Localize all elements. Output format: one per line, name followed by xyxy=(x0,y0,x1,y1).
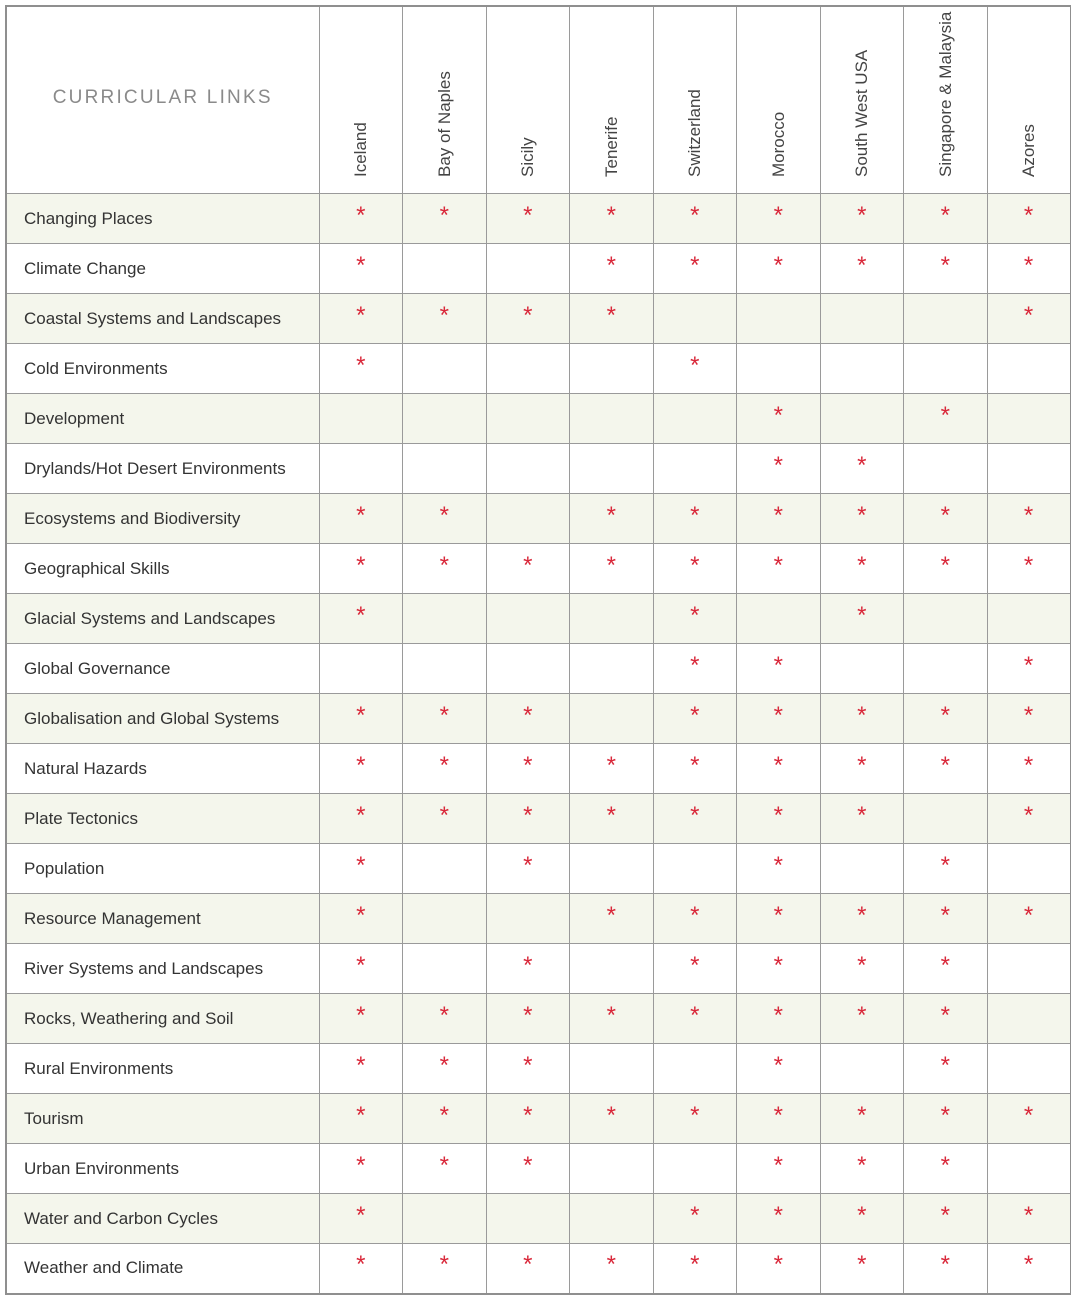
asterisk-mark: * xyxy=(987,1244,1071,1294)
asterisk-mark: * xyxy=(904,194,988,244)
asterisk-mark: * xyxy=(987,1094,1071,1144)
empty-cell xyxy=(653,444,737,494)
asterisk-mark: * xyxy=(403,494,487,544)
empty-cell xyxy=(486,894,570,944)
asterisk-mark: * xyxy=(570,544,654,594)
table-row xyxy=(6,694,1071,744)
table-row xyxy=(6,944,1071,994)
table-row xyxy=(6,644,1071,694)
empty-cell xyxy=(987,944,1071,994)
asterisk-mark: * xyxy=(653,244,737,294)
row-label: Development xyxy=(6,394,319,444)
row-label: Rural Environments xyxy=(6,1044,319,1094)
asterisk-mark: * xyxy=(904,244,988,294)
empty-cell xyxy=(570,1194,654,1244)
empty-cell xyxy=(820,844,904,894)
empty-cell xyxy=(486,1194,570,1244)
table-row xyxy=(6,744,1071,794)
asterisk-mark: * xyxy=(987,194,1071,244)
empty-cell xyxy=(987,1144,1071,1194)
empty-cell xyxy=(486,494,570,544)
asterisk-mark: * xyxy=(486,694,570,744)
asterisk-mark: * xyxy=(987,494,1071,544)
asterisk-mark: * xyxy=(904,844,988,894)
asterisk-mark: * xyxy=(403,794,487,844)
empty-cell xyxy=(403,344,487,394)
column-header-label: Singapore & Malaysia xyxy=(935,11,955,177)
empty-cell xyxy=(987,844,1071,894)
asterisk-mark: * xyxy=(987,294,1071,344)
asterisk-mark: * xyxy=(319,544,403,594)
table-row xyxy=(6,994,1071,1044)
asterisk-mark: * xyxy=(737,644,821,694)
asterisk-mark: * xyxy=(653,1094,737,1144)
empty-cell xyxy=(570,1144,654,1194)
row-label: Global Governance xyxy=(6,644,319,694)
table-row xyxy=(6,244,1071,294)
asterisk-mark: * xyxy=(904,1094,988,1144)
asterisk-mark: * xyxy=(570,744,654,794)
asterisk-mark: * xyxy=(653,694,737,744)
asterisk-mark: * xyxy=(820,1244,904,1294)
row-label: Globalisation and Global Systems xyxy=(6,694,319,744)
column-header-label: Tenerife xyxy=(601,116,621,177)
asterisk-mark: * xyxy=(737,244,821,294)
row-label: Weather and Climate xyxy=(6,1244,319,1294)
empty-cell xyxy=(820,394,904,444)
asterisk-mark: * xyxy=(403,1094,487,1144)
asterisk-mark: * xyxy=(737,544,821,594)
asterisk-mark: * xyxy=(904,894,988,944)
empty-cell xyxy=(653,394,737,444)
asterisk-mark: * xyxy=(570,244,654,294)
asterisk-mark: * xyxy=(403,194,487,244)
empty-cell xyxy=(987,444,1071,494)
asterisk-mark: * xyxy=(319,1094,403,1144)
asterisk-mark: * xyxy=(987,1194,1071,1244)
table-header xyxy=(6,6,1071,194)
asterisk-mark: * xyxy=(319,1244,403,1294)
column-header xyxy=(486,6,570,194)
empty-cell xyxy=(653,1044,737,1094)
asterisk-mark: * xyxy=(486,294,570,344)
row-label: Resource Management xyxy=(6,894,319,944)
table-row xyxy=(6,1244,1071,1294)
empty-cell xyxy=(570,444,654,494)
asterisk-mark: * xyxy=(737,894,821,944)
table-row xyxy=(6,494,1071,544)
asterisk-mark: * xyxy=(403,994,487,1044)
empty-cell xyxy=(403,444,487,494)
table-title: CURRICULAR LINKS xyxy=(6,6,319,194)
empty-cell xyxy=(486,344,570,394)
asterisk-mark: * xyxy=(653,594,737,644)
asterisk-mark: * xyxy=(820,794,904,844)
asterisk-mark: * xyxy=(904,1244,988,1294)
asterisk-mark: * xyxy=(820,494,904,544)
row-label: Natural Hazards xyxy=(6,744,319,794)
asterisk-mark: * xyxy=(653,744,737,794)
row-label: Plate Tectonics xyxy=(6,794,319,844)
empty-cell xyxy=(319,444,403,494)
empty-cell xyxy=(987,344,1071,394)
asterisk-mark: * xyxy=(820,444,904,494)
asterisk-mark: * xyxy=(653,544,737,594)
asterisk-mark: * xyxy=(319,1194,403,1244)
empty-cell xyxy=(570,644,654,694)
empty-cell xyxy=(904,444,988,494)
asterisk-mark: * xyxy=(904,694,988,744)
column-header-label: Switzerland xyxy=(685,89,705,177)
asterisk-mark: * xyxy=(904,944,988,994)
asterisk-mark: * xyxy=(486,1244,570,1294)
table-body xyxy=(6,194,1071,1294)
empty-cell xyxy=(737,294,821,344)
empty-cell xyxy=(987,994,1071,1044)
table-row xyxy=(6,394,1071,444)
asterisk-mark: * xyxy=(486,1144,570,1194)
asterisk-mark: * xyxy=(737,794,821,844)
empty-cell xyxy=(987,594,1071,644)
column-header-label: South West USA xyxy=(852,49,872,177)
asterisk-mark: * xyxy=(820,1194,904,1244)
asterisk-mark: * xyxy=(486,994,570,1044)
empty-cell xyxy=(403,594,487,644)
empty-cell xyxy=(486,594,570,644)
empty-cell xyxy=(570,394,654,444)
asterisk-mark: * xyxy=(820,944,904,994)
asterisk-mark: * xyxy=(319,794,403,844)
asterisk-mark: * xyxy=(904,394,988,444)
asterisk-mark: * xyxy=(653,894,737,944)
asterisk-mark: * xyxy=(486,844,570,894)
column-header xyxy=(653,6,737,194)
asterisk-mark: * xyxy=(653,994,737,1044)
empty-cell xyxy=(820,644,904,694)
asterisk-mark: * xyxy=(737,494,821,544)
empty-cell xyxy=(904,794,988,844)
asterisk-mark: * xyxy=(653,644,737,694)
empty-cell xyxy=(820,1044,904,1094)
asterisk-mark: * xyxy=(319,494,403,544)
asterisk-mark: * xyxy=(820,894,904,944)
row-label: Changing Places xyxy=(6,194,319,244)
table-row xyxy=(6,894,1071,944)
column-header-label: Morocco xyxy=(768,111,788,177)
empty-cell xyxy=(486,244,570,294)
asterisk-mark: * xyxy=(319,594,403,644)
asterisk-mark: * xyxy=(653,1194,737,1244)
table-row xyxy=(6,1194,1071,1244)
asterisk-mark: * xyxy=(987,744,1071,794)
column-header xyxy=(319,6,403,194)
asterisk-mark: * xyxy=(403,1044,487,1094)
asterisk-mark: * xyxy=(987,244,1071,294)
empty-cell xyxy=(319,394,403,444)
curricular-links-table xyxy=(5,5,1071,1295)
empty-cell xyxy=(403,644,487,694)
empty-cell xyxy=(570,594,654,644)
empty-cell xyxy=(403,1194,487,1244)
asterisk-mark: * xyxy=(319,1044,403,1094)
column-header xyxy=(737,6,821,194)
asterisk-mark: * xyxy=(737,194,821,244)
column-header xyxy=(570,6,654,194)
empty-cell xyxy=(486,444,570,494)
asterisk-mark: * xyxy=(987,894,1071,944)
empty-cell xyxy=(403,944,487,994)
asterisk-mark: * xyxy=(904,1194,988,1244)
asterisk-mark: * xyxy=(570,794,654,844)
asterisk-mark: * xyxy=(570,494,654,544)
empty-cell xyxy=(820,294,904,344)
asterisk-mark: * xyxy=(987,794,1071,844)
empty-cell xyxy=(319,644,403,694)
asterisk-mark: * xyxy=(653,344,737,394)
asterisk-mark: * xyxy=(486,544,570,594)
asterisk-mark: * xyxy=(486,944,570,994)
asterisk-mark: * xyxy=(486,194,570,244)
asterisk-mark: * xyxy=(319,294,403,344)
empty-cell xyxy=(570,844,654,894)
empty-cell xyxy=(653,1144,737,1194)
column-header xyxy=(403,6,487,194)
table-row xyxy=(6,344,1071,394)
asterisk-mark: * xyxy=(570,1244,654,1294)
column-header xyxy=(904,6,988,194)
row-label: Geographical Skills xyxy=(6,544,319,594)
asterisk-mark: * xyxy=(820,694,904,744)
table-row xyxy=(6,844,1071,894)
table-row xyxy=(6,444,1071,494)
asterisk-mark: * xyxy=(486,1044,570,1094)
asterisk-mark: * xyxy=(987,694,1071,744)
empty-cell xyxy=(570,694,654,744)
empty-cell xyxy=(987,1044,1071,1094)
asterisk-mark: * xyxy=(570,194,654,244)
asterisk-mark: * xyxy=(904,544,988,594)
asterisk-mark: * xyxy=(737,744,821,794)
asterisk-mark: * xyxy=(570,1094,654,1144)
asterisk-mark: * xyxy=(653,194,737,244)
asterisk-mark: * xyxy=(319,844,403,894)
asterisk-mark: * xyxy=(987,644,1071,694)
asterisk-mark: * xyxy=(737,1244,821,1294)
asterisk-mark: * xyxy=(820,194,904,244)
asterisk-mark: * xyxy=(403,694,487,744)
asterisk-mark: * xyxy=(737,444,821,494)
asterisk-mark: * xyxy=(319,994,403,1044)
asterisk-mark: * xyxy=(653,494,737,544)
column-header-label: Iceland xyxy=(351,122,371,177)
asterisk-mark: * xyxy=(403,1244,487,1294)
asterisk-mark: * xyxy=(820,1094,904,1144)
empty-cell xyxy=(570,1044,654,1094)
table-row xyxy=(6,194,1071,244)
asterisk-mark: * xyxy=(653,944,737,994)
row-label: Drylands/Hot Desert Environments xyxy=(6,444,319,494)
empty-cell xyxy=(653,844,737,894)
empty-cell xyxy=(904,594,988,644)
asterisk-mark: * xyxy=(319,1144,403,1194)
asterisk-mark: * xyxy=(570,294,654,344)
empty-cell xyxy=(737,594,821,644)
empty-cell xyxy=(570,344,654,394)
row-label: Population xyxy=(6,844,319,894)
asterisk-mark: * xyxy=(570,894,654,944)
table-row xyxy=(6,794,1071,844)
column-header xyxy=(987,6,1071,194)
asterisk-mark: * xyxy=(737,1044,821,1094)
empty-cell xyxy=(820,344,904,394)
asterisk-mark: * xyxy=(737,394,821,444)
asterisk-mark: * xyxy=(403,294,487,344)
asterisk-mark: * xyxy=(904,744,988,794)
row-label: Glacial Systems and Landscapes xyxy=(6,594,319,644)
asterisk-mark: * xyxy=(319,244,403,294)
asterisk-mark: * xyxy=(403,544,487,594)
empty-cell xyxy=(904,344,988,394)
column-header-label: Azores xyxy=(1019,124,1038,177)
empty-cell xyxy=(403,244,487,294)
asterisk-mark: * xyxy=(737,994,821,1044)
asterisk-mark: * xyxy=(319,894,403,944)
column-header xyxy=(820,6,904,194)
asterisk-mark: * xyxy=(904,494,988,544)
row-label: Water and Carbon Cycles xyxy=(6,1194,319,1244)
empty-cell xyxy=(403,394,487,444)
asterisk-mark: * xyxy=(904,1044,988,1094)
asterisk-mark: * xyxy=(820,594,904,644)
row-label: Rocks, Weathering and Soil xyxy=(6,994,319,1044)
asterisk-mark: * xyxy=(653,1244,737,1294)
row-label: Ecosystems and Biodiversity xyxy=(6,494,319,544)
asterisk-mark: * xyxy=(319,344,403,394)
asterisk-mark: * xyxy=(653,794,737,844)
empty-cell xyxy=(403,844,487,894)
asterisk-mark: * xyxy=(403,1144,487,1194)
asterisk-mark: * xyxy=(486,744,570,794)
empty-cell xyxy=(904,294,988,344)
asterisk-mark: * xyxy=(403,744,487,794)
row-label: Coastal Systems and Landscapes xyxy=(6,294,319,344)
asterisk-mark: * xyxy=(737,1094,821,1144)
asterisk-mark: * xyxy=(737,844,821,894)
asterisk-mark: * xyxy=(319,194,403,244)
empty-cell xyxy=(486,644,570,694)
asterisk-mark: * xyxy=(820,1144,904,1194)
asterisk-mark: * xyxy=(486,1094,570,1144)
asterisk-mark: * xyxy=(820,744,904,794)
row-label: Climate Change xyxy=(6,244,319,294)
asterisk-mark: * xyxy=(737,694,821,744)
empty-cell xyxy=(737,344,821,394)
asterisk-mark: * xyxy=(904,1144,988,1194)
row-label: Cold Environments xyxy=(6,344,319,394)
row-label: Tourism xyxy=(6,1094,319,1144)
table-row xyxy=(6,1094,1071,1144)
empty-cell xyxy=(904,644,988,694)
table-row xyxy=(6,1044,1071,1094)
asterisk-mark: * xyxy=(820,544,904,594)
asterisk-mark: * xyxy=(737,1144,821,1194)
asterisk-mark: * xyxy=(570,994,654,1044)
asterisk-mark: * xyxy=(820,994,904,1044)
asterisk-mark: * xyxy=(737,944,821,994)
asterisk-mark: * xyxy=(486,794,570,844)
table-row xyxy=(6,1144,1071,1194)
empty-cell xyxy=(653,294,737,344)
empty-cell xyxy=(403,894,487,944)
empty-cell xyxy=(987,394,1071,444)
asterisk-mark: * xyxy=(737,1194,821,1244)
empty-cell xyxy=(486,394,570,444)
table-row xyxy=(6,594,1071,644)
header-row xyxy=(6,6,1071,194)
row-label: Urban Environments xyxy=(6,1144,319,1194)
asterisk-mark: * xyxy=(987,544,1071,594)
asterisk-mark: * xyxy=(319,694,403,744)
column-header-label: Bay of Naples xyxy=(434,71,454,177)
asterisk-mark: * xyxy=(904,994,988,1044)
asterisk-mark: * xyxy=(319,944,403,994)
table-row xyxy=(6,544,1071,594)
asterisk-mark: * xyxy=(319,744,403,794)
asterisk-mark: * xyxy=(820,244,904,294)
row-label: River Systems and Landscapes xyxy=(6,944,319,994)
column-header-label: Sicily xyxy=(518,137,538,177)
empty-cell xyxy=(570,944,654,994)
table-row xyxy=(6,294,1071,344)
